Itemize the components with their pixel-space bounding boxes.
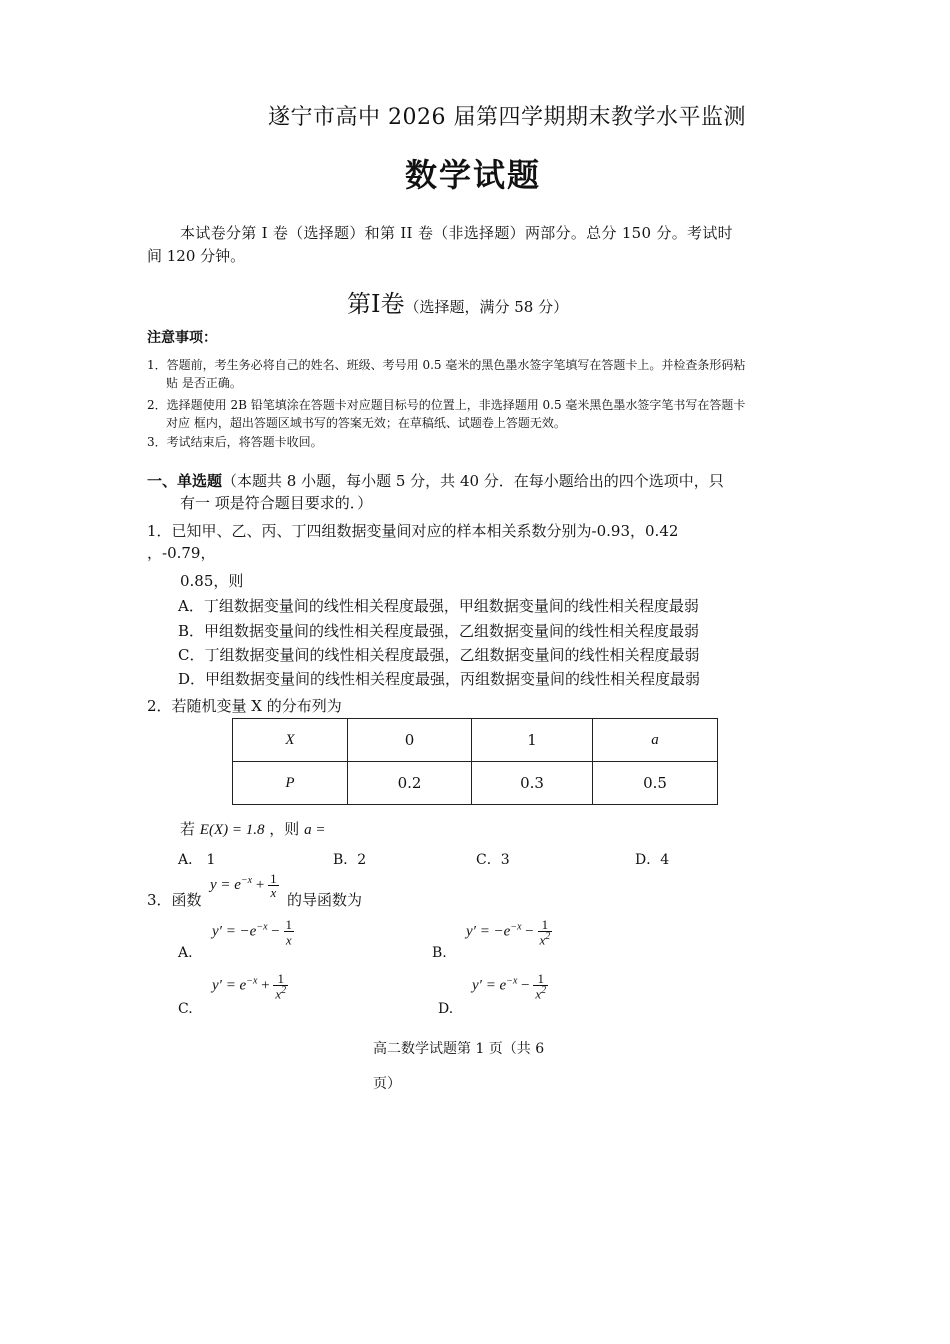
opt-fraction [273, 972, 288, 1000]
q1-option-c: C．丁组数据变量间的线性相关程度最强，乙组数据变量间的线性相关程度最弱 [178, 646, 700, 664]
q2-stem: 2．若随机变量 X 的分布列为 [147, 697, 342, 715]
opt-lhs: y′ = e [212, 977, 247, 994]
part-one-subtitle: （选择题，满分 58 分） [404, 298, 569, 316]
opt-exp: −x [506, 975, 518, 987]
section-one-heading [147, 470, 724, 491]
exam-school-line: 遂宁市高中 2026 届第四学期期末教学水平监测 [268, 105, 746, 130]
q1-option-d: D．甲组数据变量间的线性相关程度最强，丙组数据变量间的线性相关程度最弱 [178, 670, 701, 688]
q1-stem: 1．已知甲、乙、丙、丁四组数据变量间对应的样本相关系数分别为-0.93，0.42 [147, 522, 679, 540]
table-row [233, 719, 718, 762]
q2-option-b: B．2 [333, 852, 367, 868]
table-cell: X [233, 719, 348, 762]
table-cell: a [593, 719, 718, 762]
func-plus: + [255, 876, 265, 893]
page-title: 数学试题 [405, 156, 542, 194]
opt-op: − [271, 923, 280, 940]
opt-op: + [261, 977, 270, 994]
table-cell: 0.3 [472, 762, 593, 805]
table-row [233, 762, 718, 805]
q3-option-b-label: B. [432, 945, 447, 961]
table-cell: P [233, 762, 348, 805]
opt-op: − [525, 923, 534, 940]
opt-exp: −x [256, 921, 268, 933]
q3-option-a-expr [212, 918, 294, 946]
q3-option-c-expr [212, 972, 288, 1000]
table-cell: 0 [348, 719, 472, 762]
table-cell: 1 [472, 719, 593, 762]
opt-exp: −x [510, 921, 522, 933]
opt-exp: −x [246, 975, 258, 987]
notice-item: 2．选择题使用 2B 铅笔填涂在答题卡对应题目标号的位置上，非选择题用 0.5 毫米黑色墨水签字笔书写在答题卡 [147, 398, 746, 412]
frac-den: $x^2$ [275, 985, 287, 1002]
intro-line-1: 本试卷分第 I 卷（选择题）和第 II 卷（非选择题）两部分。总分 150 分。考试时 [180, 224, 733, 242]
func-lhs: y = e [210, 876, 241, 893]
q2-option-a: A． 1 [178, 852, 216, 868]
q2-condition [180, 818, 325, 839]
page-footer-cont: 页） [373, 1076, 401, 1092]
q1-option-b: B．甲组数据变量间的线性相关程度最强，乙组数据变量间的线性相关程度最弱 [178, 622, 700, 640]
frac-num: 1 [285, 917, 292, 932]
opt-fraction [533, 972, 548, 1000]
q1-stem-cont: ，-0.79， [147, 544, 216, 562]
q3-option-c-label: C. [178, 1001, 193, 1017]
frac-num: 1 [273, 972, 288, 986]
q1-option-a: A．丁组数据变量间的线性相关程度最强，甲组数据变量间的线性相关程度最弱 [178, 597, 699, 615]
frac-den: x [285, 932, 292, 948]
q2-option-c: C．3 [476, 852, 510, 868]
q3-option-b-expr [466, 918, 552, 946]
notice-item: 贴 是否正确。 [166, 376, 242, 390]
page-footer: 高二数学试题第 1 页（共 6 [373, 1041, 545, 1057]
distribution-table [232, 718, 718, 805]
notice-heading: 注意事项： [147, 330, 217, 346]
section-one-label: 一、单选题 [147, 472, 223, 490]
q3-function [210, 872, 279, 899]
part-one-heading [347, 284, 568, 319]
notice-item: 3．考试结束后，将答题卡收回。 [147, 435, 323, 449]
q2-cond-expr: E(X) = 1.8 [199, 822, 265, 838]
q2-cond-mid: ，则 [269, 820, 300, 838]
section-one-desc-cont: 有一 项是符合题目要求的．） [180, 494, 373, 512]
section-one-desc: （本题共 8 小题，每小题 5 分，共 40 分．在每小题给出的四个选项中，只 [222, 472, 724, 490]
q1-stem-cont: 0.85，则 [180, 572, 244, 590]
opt-lhs: y′ = −e [212, 923, 257, 940]
func-exp: −x [240, 874, 253, 886]
q3-stem-prefix: 3．函数 [147, 891, 202, 909]
notice-item: 对应 框内，超出答题区域书写的答案无效；在草稿纸、试题卷上答题无效。 [166, 416, 566, 430]
opt-op: − [521, 977, 530, 994]
func-fraction [268, 872, 279, 899]
frac-den: x [270, 885, 277, 900]
frac-num: 1 [270, 871, 277, 886]
table-cell: 0.2 [348, 762, 472, 805]
q3-option-d-label: D. [438, 1001, 454, 1017]
intro-line-2: 间 120 分钟。 [147, 247, 246, 265]
opt-lhs: y′ = −e [466, 923, 511, 940]
opt-fraction [284, 918, 295, 946]
opt-lhs: y′ = e [472, 977, 507, 994]
q3-stem-suffix: 的导函数为 [287, 891, 363, 909]
q2-option-d: D．4 [635, 852, 670, 868]
frac-den: $x^2$ [535, 985, 547, 1002]
q2-cond-var: a = [304, 822, 326, 838]
frac-den: $x^2$ [539, 931, 551, 948]
part-one-title: 第Ⅰ卷 [347, 290, 405, 318]
q2-cond-prefix: 若 [180, 820, 196, 838]
notice-item: 1．答题前，考生务必将自己的姓名、班级、考号用 0.5 毫米的黑色墨水签字笔填写在答题卡上。并检查条形码粘 [147, 358, 746, 372]
opt-fraction [538, 918, 553, 946]
frac-num: 1 [538, 918, 553, 932]
q3-option-d-expr [472, 972, 548, 1000]
table-cell: 0.5 [593, 762, 718, 805]
frac-num: 1 [533, 972, 548, 986]
q3-option-a-label: A. [178, 945, 193, 961]
